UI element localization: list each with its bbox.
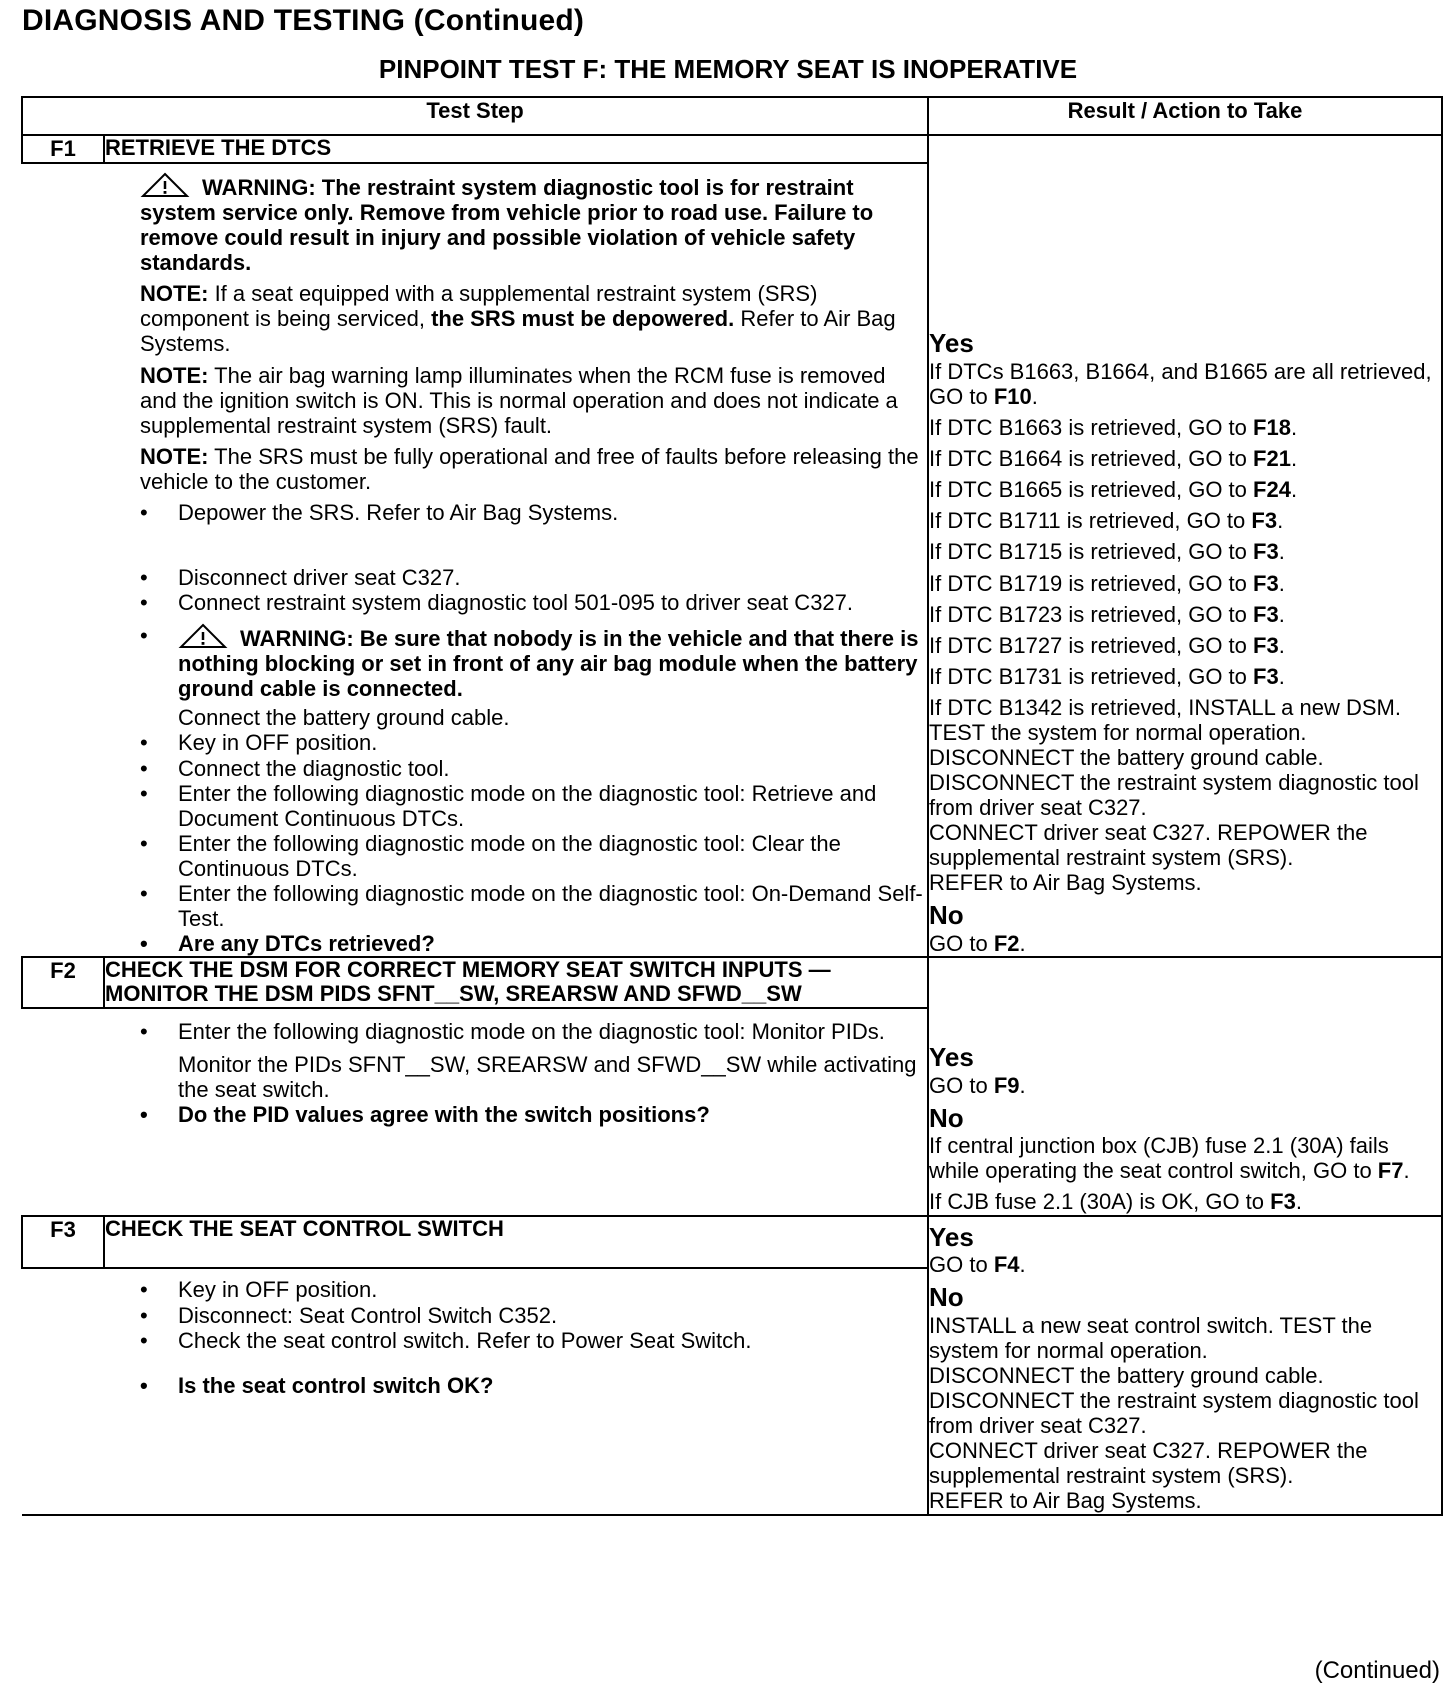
- step-list: [140, 565, 927, 956]
- pinpoint-test-table: [21, 96, 1443, 1516]
- step-id: F2: [22, 957, 104, 1007]
- goto-target: F3: [1253, 570, 1279, 596]
- list-item: • Connect the diagnostic tool.: [140, 756, 927, 781]
- yes-label: Yes: [929, 328, 974, 359]
- warning-block: • WARNING: Be sure that nobody is in the vehicle and that there is nothing blocking or set in front of any air bag module when the battery ground cable is connected.: [178, 623, 927, 701]
- step-f2-title-row: [22, 957, 1442, 1007]
- list-item: • Connect restraint system diagnostic tool 501-095 to driver seat C327.: [140, 590, 927, 615]
- no-label: No: [929, 900, 964, 931]
- warning-block: WARNING: The restraint system diagnostic tool is for restraint system service only. Remove from vehicle prior to road use. Failure to remove could result in injury and possible violation of vehicle safety standards.: [140, 172, 927, 275]
- result-line: If DTC B1715 is retrieved, GO to F3.: [929, 539, 1285, 565]
- pinpoint-test-title: PINPOINT TEST F: THE MEMORY SEAT IS INOPERATIVE: [378, 54, 1078, 84]
- result-line: If DTC B1727 is retrieved, GO to F3.: [929, 632, 1285, 658]
- goto-target: F3: [1251, 508, 1278, 534]
- result-line: INSTALL a new seat control switch. TEST the system for normal operation.: [929, 1312, 1373, 1363]
- step-list: [140, 1019, 927, 1127]
- goto-target: F9: [993, 1072, 1020, 1098]
- list-item: • Enter the following diagnostic mode on the diagnostic tool: On-Demand Self-Test.: [140, 881, 927, 931]
- result-line: GO to F4.: [929, 1252, 1026, 1278]
- page-heading: DIAGNOSIS AND TESTING (Continued): [22, 4, 585, 37]
- note-block: NOTE: If a seat equipped with a supplemental restraint system (SRS) component is being serviced, the SRS must be depowered. Refer to Air Bag Systems.: [140, 281, 896, 357]
- step-id: F1: [22, 135, 104, 163]
- goto-target: F4: [993, 1252, 1020, 1278]
- no-label: No: [929, 1282, 964, 1313]
- list-item: • Disconnect driver seat C327.: [140, 565, 927, 590]
- goto-target: F3: [1253, 632, 1279, 658]
- goto-target: F2: [993, 931, 1020, 957]
- goto-target: F10: [993, 384, 1032, 410]
- no-label: No: [929, 1102, 964, 1133]
- result-line: If DTC B1711 is retrieved, GO to F3.: [929, 508, 1284, 534]
- result-line: If DTC B1663 is retrieved, GO to F18.: [929, 415, 1298, 441]
- question-item: • Is the seat control switch OK?: [140, 1373, 927, 1398]
- list-item: • Enter the following diagnostic mode on the diagnostic tool: Retrieve and Document Continuous DTCs.: [140, 781, 927, 831]
- yes-label: Yes: [929, 1042, 974, 1072]
- result-line: REFER to Air Bag Systems.: [929, 870, 1202, 896]
- goto-target: F24: [1253, 477, 1291, 503]
- result-line: CONNECT driver seat C327. REPOWER the supplemental restraint system (SRS).: [929, 1438, 1368, 1489]
- goto-target: F7: [1377, 1158, 1404, 1184]
- list-item: • Disconnect: Seat Control Switch C352.: [140, 1303, 927, 1328]
- goto-target: F3: [1253, 663, 1279, 689]
- goto-target: F3: [1253, 539, 1279, 565]
- result-line: If CJB fuse 2.1 (30A) is OK, GO to F3.: [929, 1189, 1302, 1215]
- result-line: DISCONNECT the battery ground cable.: [929, 745, 1324, 771]
- step-title: CHECK THE DSM FOR CORRECT MEMORY SEAT SWITCH INPUTS — MONITOR THE DSM PIDS SFNT__SW, SREARSW AND SFWD__SW: [104, 957, 928, 1007]
- list-item: • Enter the following diagnostic mode on the diagnostic tool: Monitor PIDs.: [140, 1019, 927, 1044]
- list-item: • Key in OFF position.: [140, 1277, 927, 1302]
- list-item: Connect the battery ground cable.: [178, 705, 510, 731]
- list-item: • Check the seat control switch. Refer to Power Seat Switch.: [140, 1328, 927, 1353]
- step-title: CHECK THE SEAT CONTROL SWITCH: [104, 1216, 928, 1269]
- note-block: NOTE: The air bag warning lamp illuminates when the RCM fuse is removed and the ignition switch is ON. This is normal operation and does not indicate a supplemental restraint system (SRS) fault.: [140, 362, 898, 438]
- goto-target: F3: [1270, 1189, 1296, 1215]
- result-line: CONNECT driver seat C327. REPOWER the supplemental restraint system (SRS).: [929, 820, 1368, 871]
- yes-label: Yes: [929, 1221, 974, 1252]
- note-block: NOTE: The SRS must be fully operational and free of faults before releasing the vehicle to the customer.: [140, 443, 919, 494]
- step-f1-title-row: [22, 135, 1442, 163]
- list-item: Monitor the PIDs SFNT__SW, SREARSW and SFWD__SW while activating the seat switch.: [178, 1051, 917, 1102]
- step-f3-result: [928, 1216, 1442, 1515]
- result-line: If DTCs B1663, B1664, and B1665 are all retrieved, GO to F10.: [929, 359, 1432, 410]
- list-item: [140, 623, 927, 701]
- warning-triangle-icon: [140, 172, 190, 198]
- result-line: GO to F9.: [929, 1072, 1026, 1098]
- result-line: If DTC B1731 is retrieved, GO to F3.: [929, 663, 1285, 689]
- result-line: DISCONNECT the restraint system diagnostic tool from driver seat C327.: [929, 1388, 1419, 1439]
- question-item: • Are any DTCs retrieved?: [140, 931, 927, 956]
- goto-target: F21: [1253, 446, 1291, 472]
- question-item: • Do the PID values agree with the switch positions?: [140, 1102, 927, 1127]
- result-line: If DTC B1664 is retrieved, GO to F21.: [929, 446, 1298, 472]
- goto-target: F3: [1253, 601, 1279, 627]
- step-title: RETRIEVE THE DTCS: [104, 135, 928, 163]
- continued-label: (Continued): [1314, 1657, 1440, 1684]
- warning-triangle-icon: [178, 623, 228, 649]
- col-header-test-step: Test Step: [22, 97, 928, 135]
- result-line: If central junction box (CJB) fuse 2.1 (30A) fails while operating the seat control switch, GO to F7.: [929, 1133, 1410, 1184]
- goto-target: F18: [1253, 415, 1291, 441]
- step-list: [140, 500, 927, 525]
- result-line: If DTC B1665 is retrieved, GO to F24.: [929, 477, 1298, 503]
- step-f2-body: [22, 1008, 928, 1216]
- step-f1-result: [928, 135, 1442, 957]
- step-list: [140, 1277, 927, 1397]
- result-line: DISCONNECT the battery ground cable.: [929, 1363, 1324, 1389]
- result-line: If DTC B1342 is retrieved, INSTALL a new DSM. TEST the system for normal operation.: [929, 694, 1401, 745]
- result-line: If DTC B1723 is retrieved, GO to F3.: [929, 601, 1285, 627]
- step-f3-title-row: [22, 1216, 1442, 1269]
- result-line: DISCONNECT the restraint system diagnostic tool from driver seat C327.: [929, 770, 1419, 821]
- list-item: • Key in OFF position.: [140, 730, 927, 755]
- step-f3-body: [22, 1268, 928, 1514]
- list-item: • Enter the following diagnostic mode on the diagnostic tool: Clear the Continuous DTCs.: [140, 831, 927, 881]
- result-line: GO to F2.: [929, 931, 1026, 957]
- step-f2-result: [928, 957, 1442, 1215]
- result-line: If DTC B1719 is retrieved, GO to F3.: [929, 570, 1285, 596]
- result-line: REFER to Air Bag Systems.: [929, 1488, 1202, 1514]
- step-id: F3: [22, 1216, 104, 1269]
- list-item: • Depower the SRS. Refer to Air Bag Systems.: [140, 500, 927, 525]
- step-f1-body: [22, 163, 928, 957]
- col-header-result: Result / Action to Take: [928, 97, 1442, 135]
- table-header-row: [22, 97, 1442, 135]
